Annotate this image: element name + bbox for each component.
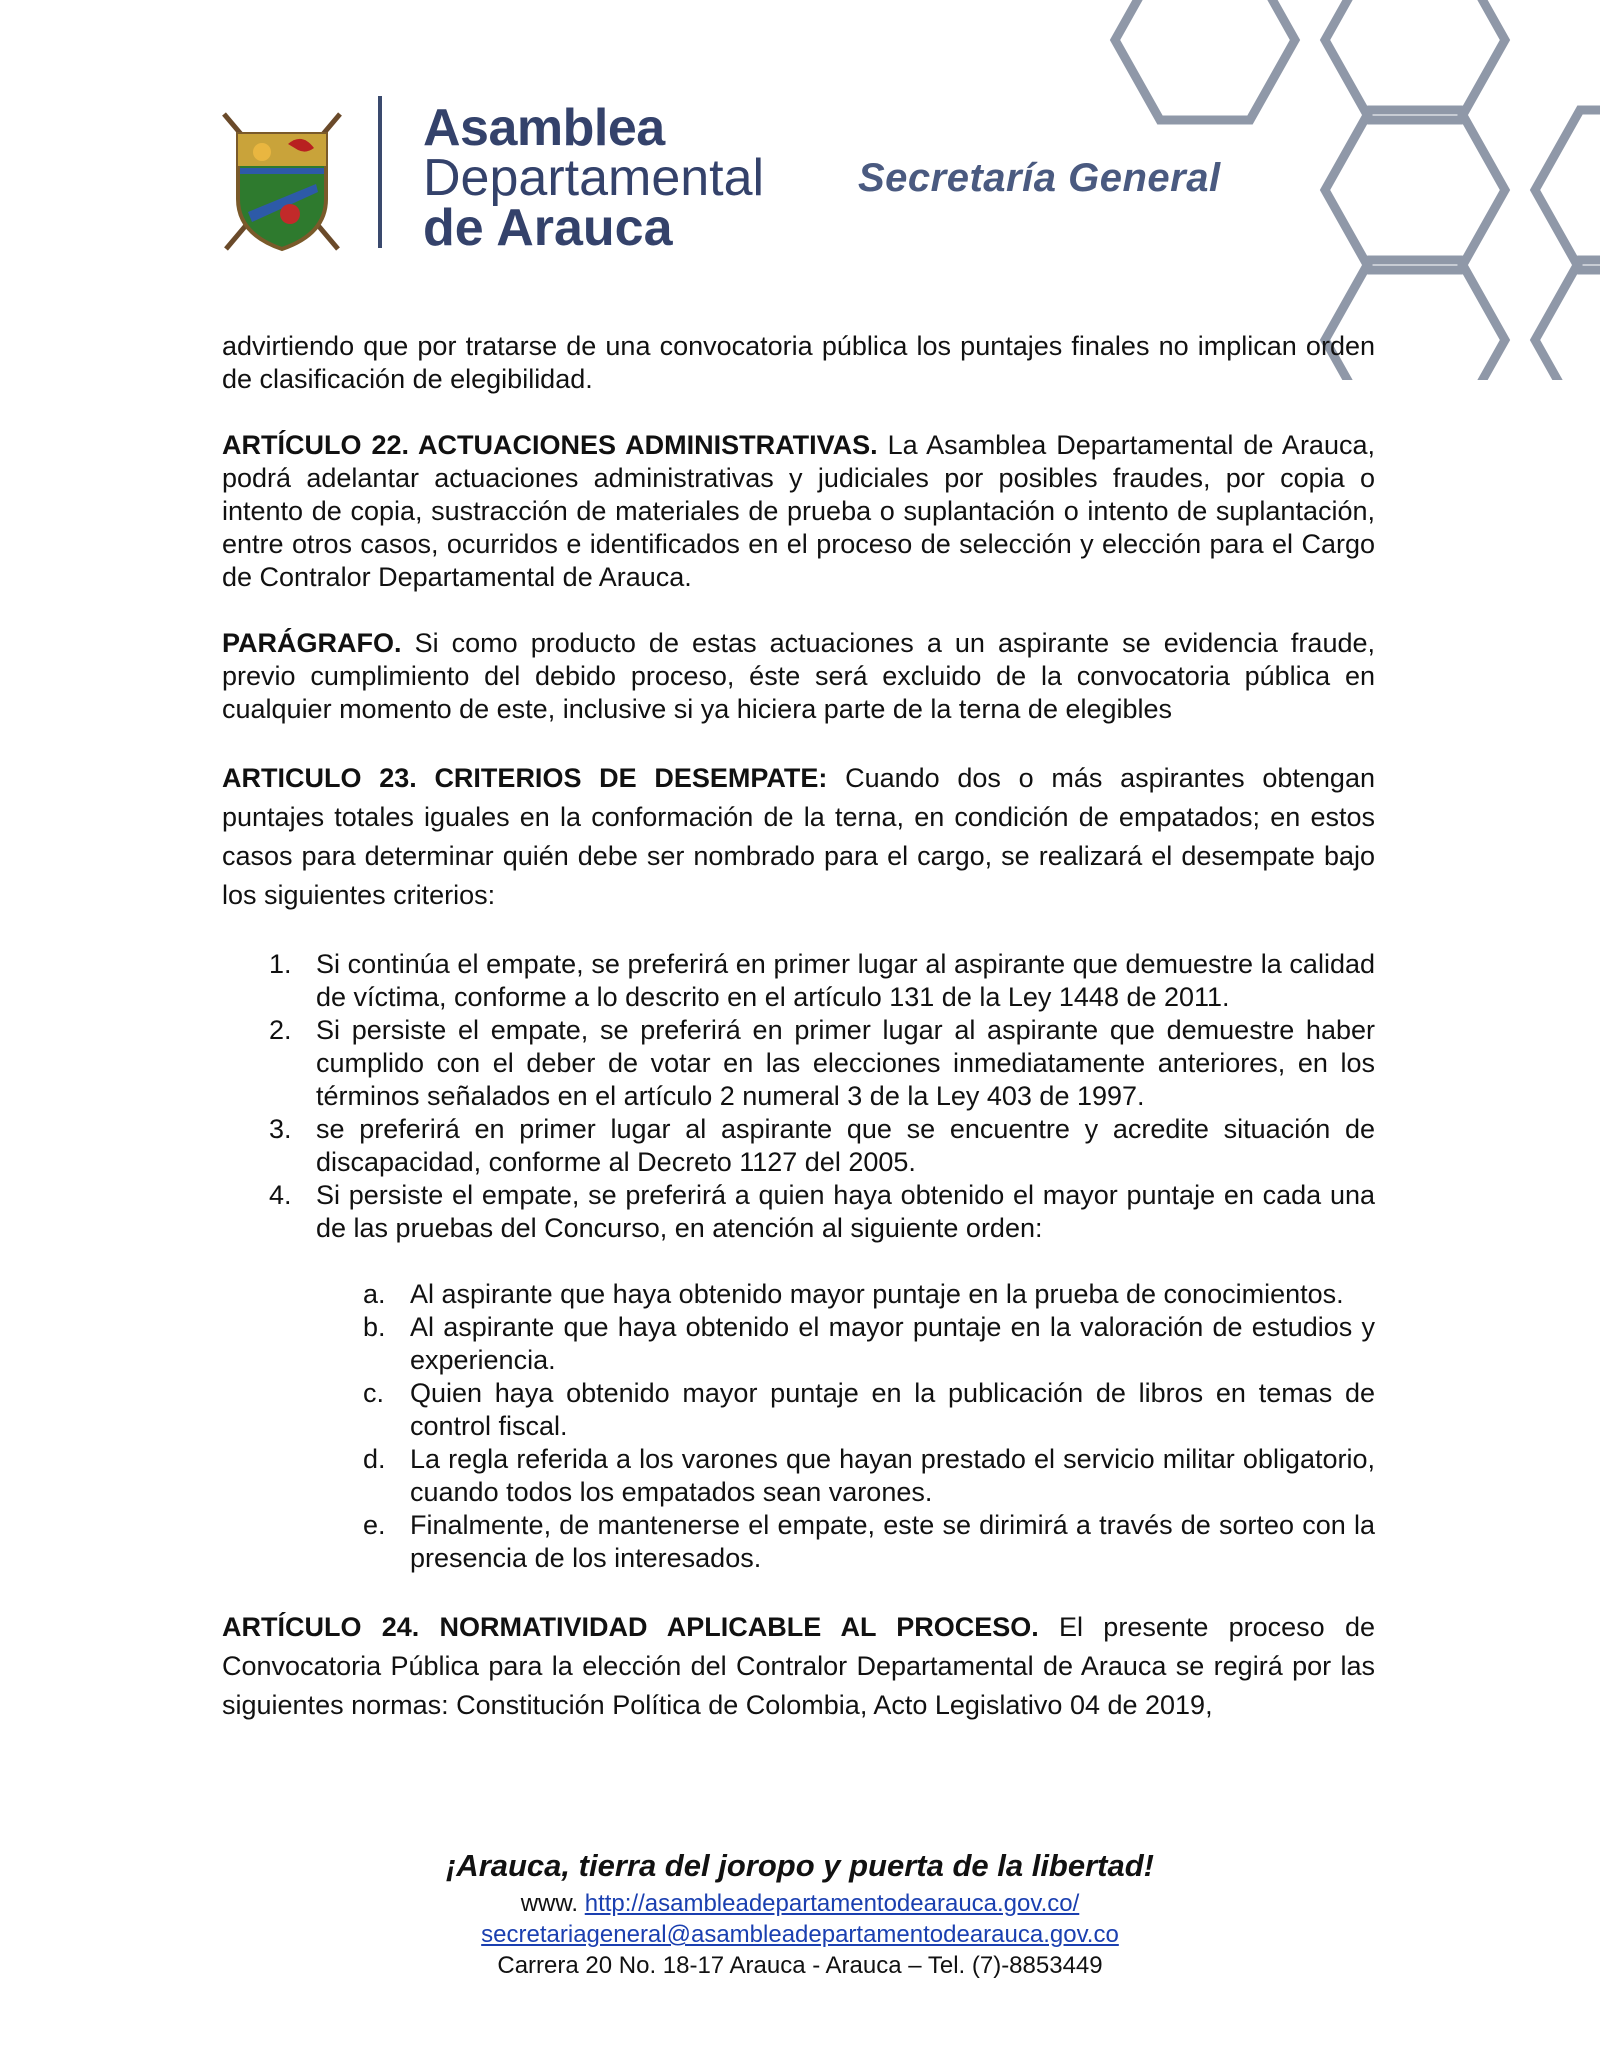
list-item-letter: b. xyxy=(363,1312,386,1342)
list-item-text: Si persiste el empate, se preferirá a quien haya obtenido el mayor puntaje en cada una de las pruebas del Concurso, en atención al siguiente orden: xyxy=(316,1180,1375,1243)
footer-address: Carrera 20 No. 18-17 Arauca - Arauca – Tel. (7)-8853449 xyxy=(497,1952,1103,1979)
org-name-line-2: Departamental xyxy=(423,149,765,207)
list-item-text: Si persiste el empate, se preferirá en primer lugar al aspirante que demuestre haber cumplido con el deber de votar en las elecciones inmediatamente anteriores, en los términos señalados en el artículo 2 numeral 3 de la Ley 403 de 1997. xyxy=(316,1015,1375,1111)
list-item-text: Si continúa el empate, se preferirá en primer lugar al aspirante que demuestre la calidad de víctima, conforme a lo descrito en el artículo 131 de la Ley 1448 de 2011. xyxy=(316,949,1375,1012)
list-item-number: 2. xyxy=(269,1015,292,1045)
list-item-number: 3. xyxy=(269,1114,292,1144)
list-item xyxy=(222,948,1375,1014)
article-22-heading: ARTÍCULO 22. ACTUACIONES ADMINISTRATIVAS. xyxy=(222,430,878,460)
article-23-text: Cuando dos o más aspirantes obtengan puntajes totales iguales en la conformación de la terna, en condición de empatados; en estos casos para determinar quién debe ser nombrado para el cargo, se realizará el desempate bajo los siguientes criterios: xyxy=(222,763,1375,910)
www-prefix: www. xyxy=(520,1890,585,1917)
list-item xyxy=(222,1509,1375,1575)
article-24 xyxy=(222,1608,1375,1725)
organization-name xyxy=(423,99,765,257)
paragrafo-heading: PARÁGRAFO. xyxy=(222,628,402,658)
footer-email-line xyxy=(0,1919,1600,1950)
article-22-text: La Asamblea Departamental de Arauca, podrá adelantar actuaciones administrativas y judiciales por posibles fraudes, por copia o intento de copia, sustracción de materiales de prueba o suplantación o intento de suplantación, entre otros casos, ocurridos e identificados en el proceso de selección y elección para el Cargo de Contralor Departamental de Arauca. xyxy=(222,430,1375,592)
page-footer xyxy=(0,1848,1600,1981)
list-item-text: Quien haya obtenido mayor puntaje en la publicación de libros en temas de control fiscal. xyxy=(410,1378,1375,1441)
list-item xyxy=(222,1278,1375,1311)
article-24-text: El presente proceso de Convocatoria Pública para la elección del Contralor Departamental de Arauca se regirá por las siguientes normas: Constitución Política de Colombia, Acto Legislativo 04 de 2019, xyxy=(222,1612,1375,1720)
website-link[interactable]: http://asambleadepartamentodearauca.gov.co/ xyxy=(584,1890,1080,1917)
org-name-line-1: Asamblea xyxy=(423,99,665,157)
list-item xyxy=(222,1113,1375,1179)
letterhead xyxy=(218,96,1238,266)
footer-slogan: ¡Arauca, tierra del joropo y puerta de la libertad! xyxy=(445,1848,1154,1883)
list-item-text: Al aspirante que haya obtenido mayor puntaje en la prueba de conocimientos. xyxy=(410,1279,1344,1309)
list-item-text: se preferirá en primer lugar al aspirante que se encuentre y acredite situación de discapacidad, conforme al Decreto 1127 del 2005. xyxy=(316,1114,1375,1177)
letterhead-divider xyxy=(378,96,382,248)
list-item-number: 4. xyxy=(269,1180,292,1210)
list-item xyxy=(222,1179,1375,1245)
list-item-text: Finalmente, de mantenerse el empate, este se dirimirá a través de sorteo con la presencia de los interesados. xyxy=(410,1510,1375,1573)
paragrafo xyxy=(222,627,1375,726)
document-body xyxy=(222,330,1375,1725)
article-23 xyxy=(222,759,1375,915)
org-name-line-3: de Arauca xyxy=(423,199,673,257)
intro-paragraph: advirtiendo que por tratarse de una convocatoria pública los puntajes finales no implican orden de clasificación de elegibilidad. xyxy=(222,331,1375,394)
list-item-letter: e. xyxy=(363,1510,386,1540)
email-link[interactable]: secretariageneral@asambleadepartamentodearauca.gov.co xyxy=(481,1921,1119,1948)
list-item-letter: d. xyxy=(363,1444,386,1474)
list-item xyxy=(222,1377,1375,1443)
list-item-number: 1. xyxy=(269,949,292,979)
tiebreak-criteria-list xyxy=(222,948,1375,1245)
list-item-text: Al aspirante que haya obtenido el mayor puntaje en la valoración de estudios y experiencia. xyxy=(410,1312,1375,1375)
article-24-heading: ARTÍCULO 24. NORMATIVIDAD APLICABLE AL PROCESO. xyxy=(222,1612,1039,1642)
article-22 xyxy=(222,429,1375,594)
section-title: Secretaría General xyxy=(858,156,1221,200)
list-item-text: La regla referida a los varones que hayan prestado el servicio militar obligatorio, cuando todos los empatados sean varones. xyxy=(410,1444,1375,1507)
article-23-heading: ARTICULO 23. CRITERIOS DE DESEMPATE: xyxy=(222,763,828,793)
list-item-letter: c. xyxy=(363,1378,385,1408)
list-item xyxy=(222,1014,1375,1113)
footer-website-line xyxy=(0,1888,1600,1919)
tiebreak-subcriteria-list xyxy=(222,1278,1375,1575)
paragrafo-text: Si como producto de estas actuaciones a un aspirante se evidencia fraude, previo cumplimiento del debido proceso, éste será excluido de la convocatoria pública en cualquier momento de este, inclusive si ya hiciera parte de la terna de elegibles xyxy=(222,628,1375,724)
list-item xyxy=(222,1311,1375,1377)
list-item-letter: a. xyxy=(363,1279,386,1309)
list-item xyxy=(222,1443,1375,1509)
department-coat-of-arms-icon xyxy=(218,104,346,254)
